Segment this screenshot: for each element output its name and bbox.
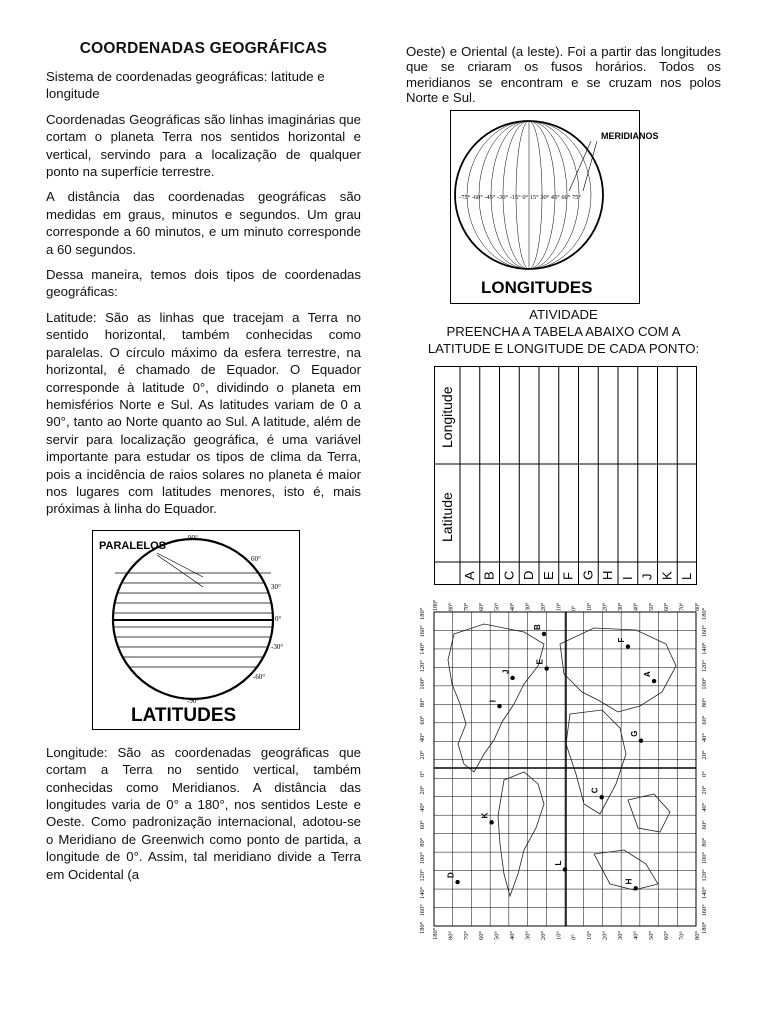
map-point-label-c: C <box>590 787 600 794</box>
map-point-dot-b <box>542 632 546 636</box>
map-lat-label-right: 20° <box>701 750 708 760</box>
table-column-letter-g: G <box>580 569 596 580</box>
map-lat-label-left: 20° <box>419 785 426 795</box>
map-lat-label-right: 120° <box>701 659 708 673</box>
map-point-label-j: J <box>501 669 511 674</box>
right-column <box>406 44 721 942</box>
map-point-label-i: I <box>488 699 498 703</box>
map-lat-label-left: 140° <box>419 886 426 899</box>
map-lat-label-right: 100° <box>701 851 708 865</box>
map-lon-label-top: 20° <box>602 602 609 611</box>
table-column-letter-j: J <box>639 573 655 580</box>
map-point-label-a: A <box>643 671 653 677</box>
map-point-dot-h <box>634 886 638 890</box>
latitudes-label: LATITUDES <box>131 704 237 726</box>
map-lon-label-bottom: 40° <box>632 930 640 940</box>
map-lon-label-top: 180° <box>433 599 439 611</box>
lat-90-label: 90° <box>188 533 198 542</box>
longitudes-diagram <box>451 111 659 303</box>
map-lon-label-bottom: 20° <box>539 930 547 940</box>
map-lat-label-left: 120° <box>419 659 426 673</box>
map-lat-label-right: 180° <box>701 921 708 934</box>
latitudes-figure <box>92 530 300 730</box>
map-lon-label-bottom: 80° <box>694 930 701 940</box>
map-lat-label-left: 60° <box>419 820 426 830</box>
map-lat-label-right: 20° <box>701 785 708 795</box>
map-point-dot-d <box>455 880 459 884</box>
map-lat-label-right: 100° <box>701 677 708 690</box>
map-lon-label-top: 40° <box>633 602 640 611</box>
map-lat-label-left: 40° <box>419 732 426 742</box>
table-column-letter-d: D <box>521 570 537 580</box>
map-lon-label-bottom: 20° <box>601 930 609 940</box>
map-lon-label-bottom: 10° <box>586 930 594 940</box>
lat-neg90-label: -90° <box>187 696 200 705</box>
map-lat-label-left: 180° <box>419 607 426 620</box>
map-lat-label-right: 160° <box>701 904 708 917</box>
map-lon-label-top: 40° <box>510 602 517 611</box>
table-column-letter-i: I <box>619 576 635 580</box>
paragraph-definition: Coordenadas Geográficas são linhas imaginárias que cortam o planeta Terra nos sentidos horizontal e vertical, servindo para a localização de qualquer ponto na superfície terrestre. <box>46 111 361 180</box>
map-lon-label-bottom: 30° <box>524 930 532 940</box>
map-point-dot-a <box>652 679 656 683</box>
lat-neg60-label: -60° <box>253 672 266 681</box>
map-point-label-e: E <box>535 659 545 665</box>
longitudes-label: LONGITUDES <box>481 277 593 297</box>
map-lon-label-bottom: 70° <box>462 930 470 940</box>
map-lat-label-right: 60° <box>701 820 708 830</box>
map-point-label-f: F <box>616 637 626 643</box>
lat-neg30-label: -30° <box>271 642 284 651</box>
map-point-dot-e <box>544 666 548 670</box>
left-column <box>46 40 361 891</box>
map-lat-label-right: 120° <box>701 869 708 882</box>
world-map-grid <box>414 599 714 942</box>
paralelos-label: PARALELOS <box>99 539 167 552</box>
paragraph-latitude: Latitude: São as linhas que tracejam a Terra no sentido horizontal, também conhecidas como paralelas. O círculo máximo da esfera terrestre, na horizontal, é chamado de Equador. O Equador corresponde à latitude 0°, dividindo o planeta em hemisférios Norte e Sul. As latitudes variam de 0 a 90°, tanto ao Norte quanto ao Sul. A latitude, além de servir para localização geográfica, é uma variável importante para estudar os tipos de clima da Terra, pois a incidência de raios solares no planeta é maior nos lugares com latitudes menores, isto é, mais próximas à linha do Equador. <box>46 309 361 517</box>
meridianos-label: MERIDIANOS <box>601 130 659 141</box>
table-column-letter-k: K <box>659 571 675 580</box>
map-lon-label-bottom: 180° <box>432 927 439 940</box>
map-point-dot-l <box>563 867 567 871</box>
map-lon-label-bottom: 40° <box>509 930 517 940</box>
longitudes-figure <box>450 110 659 304</box>
map-lat-label-left: 80° <box>419 697 426 708</box>
map-lon-label-top: 0° <box>571 605 578 611</box>
map-lat-label-left: 60° <box>419 715 426 725</box>
map-lon-label-top: 70° <box>463 602 470 611</box>
map-lat-label-right: 40° <box>701 732 708 742</box>
map-lon-label-top: 20° <box>540 602 547 611</box>
map-lat-label-left: 100° <box>419 677 426 690</box>
page-title: COORDENADAS GEOGRÁFICAS <box>79 40 328 57</box>
map-lon-label-top: 30° <box>525 602 532 611</box>
table-column-letter-b: B <box>481 571 497 580</box>
map-point-dot-c <box>599 795 603 799</box>
map-lat-label-right: 0° <box>701 770 708 777</box>
table-column-letter-f: F <box>560 571 576 580</box>
map-lon-label-bottom: 50° <box>493 930 501 940</box>
latitude-row-label: Latitude <box>439 492 455 542</box>
map-lon-label-bottom: 60° <box>478 930 486 940</box>
map-point-dot-j <box>510 676 514 680</box>
map-point-dot-i <box>497 704 501 708</box>
map-lon-label-top: 50° <box>648 602 655 611</box>
map-point-label-g: G <box>629 730 639 737</box>
map-point-dot-f <box>626 644 630 648</box>
map-lat-label-left: 160° <box>419 904 426 917</box>
paragraph-longitude: Longitude: São as coordenadas geográficas que cortam a Terra no sentido vertical, também conhecidas como Meridianos. A distância das longitudes varia de 0° a 180°, nos sentidos Leste e Oeste. Como padronização internacional, adotou-se o Meridiano de Greenwich como ponto de partida, a longitude de 0°. Assim, tal meridiano divide a Terra em Ocidental (a <box>46 744 361 882</box>
table-column-letter-h: H <box>600 570 616 580</box>
latitudes-diagram <box>93 531 299 729</box>
paragraph-intro: Sistema de coordenadas geográficas: latitude e longitude <box>46 69 325 102</box>
map-lon-label-top: 60° <box>479 602 486 611</box>
map-lat-label-left: 140° <box>419 642 426 655</box>
table-column-letter-c: C <box>501 570 517 580</box>
map-lon-label-top: 50° <box>494 602 501 611</box>
activity-instructions: PREENCHA A TABELA ABAIXO COM A LATITUDE E LONGITUDE DE CADA PONTO: <box>427 324 700 357</box>
map-lat-label-right: 80° <box>701 697 708 708</box>
map-lon-label-bottom: 70° <box>678 930 686 940</box>
map-lon-label-top: 80° <box>448 602 455 611</box>
map-lat-label-right: 80° <box>701 837 708 847</box>
map-lat-label-right: 140° <box>701 886 708 899</box>
map-lon-label-bottom: 60° <box>663 930 671 940</box>
lat-30-label: 30° <box>271 582 281 591</box>
map-lon-label-bottom: 0° <box>570 933 578 940</box>
map-lat-label-left: 80° <box>419 837 426 847</box>
lat-0-label: 0° <box>275 614 282 623</box>
map-lon-label-top: 30° <box>617 602 624 611</box>
map-lon-label-bottom: 50° <box>647 930 655 940</box>
map-point-label-k: K <box>480 812 490 819</box>
map-lat-label-left: 100° <box>419 851 426 865</box>
paragraph-types: Dessa maneira, temos dois tipos de coordenadas geográficas: <box>46 267 361 300</box>
table-column-letter-e: E <box>540 571 556 580</box>
table-column-letter-l: L <box>679 572 695 580</box>
map-point-label-b: B <box>533 624 543 630</box>
map-lat-label-left: 40° <box>419 802 426 812</box>
map-point-label-d: D <box>446 872 456 878</box>
map-lat-label-right: 180° <box>701 607 708 620</box>
map-point-label-l: L <box>554 860 563 866</box>
map-lon-label-bottom: 80° <box>447 930 455 940</box>
paragraph-units: A distância das coordenadas geográficas são medidas em graus, minutos e segundos. Um grau corresponde a 60 minutos, e um minuto corresponde a 60 segundos. <box>46 189 361 257</box>
map-lon-label-top: 60° <box>664 602 671 611</box>
map-lat-label-left: 180° <box>419 921 426 934</box>
map-lon-label-top: 80° <box>695 602 701 611</box>
lat-60-label: 60° <box>251 554 261 563</box>
map-lat-label-left: 20° <box>419 750 426 760</box>
map-lon-label-top: 10° <box>587 602 594 611</box>
map-lon-label-bottom: 10° <box>555 930 563 940</box>
activity-title: ATIVIDADE <box>529 306 598 322</box>
paragraph-longitude-cont: Oeste) e Oriental (a leste). Foi a partir das longitudes que se criaram os fusos horários. Todos os meridianos se encontram e se cruzam nos polos Norte e Sul. <box>406 44 721 106</box>
table-column-letter-a: A <box>461 571 477 580</box>
map-lon-label-top: 70° <box>679 602 686 611</box>
map-lat-label-left: 160° <box>419 624 426 638</box>
map-lat-label-right: 40° <box>701 802 708 812</box>
map-point-label-h: H <box>624 878 634 885</box>
map-lat-label-right: 160° <box>701 624 708 638</box>
answer-table <box>434 366 704 588</box>
map-lon-label-top: 10° <box>556 602 563 611</box>
map-lat-label-left: 120° <box>419 869 426 882</box>
map-lat-label-left: 0° <box>419 770 426 777</box>
map-lon-label-bottom: 30° <box>616 930 624 940</box>
longitude-row-label: Longitude <box>439 386 455 448</box>
map-point-dot-k <box>489 820 493 824</box>
map-lat-label-right: 60° <box>701 715 708 725</box>
map-point-dot-g <box>639 738 643 742</box>
longitude-degrees-label: -75° -60° -45° -30° -15° 0° 15° 30° 45° 60° 75° <box>459 193 581 201</box>
map-lat-label-right: 140° <box>701 642 708 655</box>
